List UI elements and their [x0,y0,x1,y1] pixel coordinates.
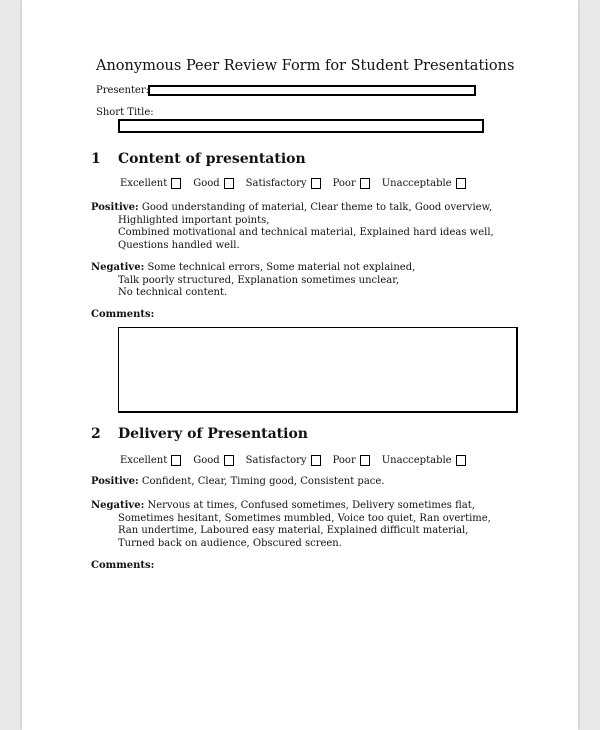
rating-label-satisfactory: Satisfactory [245,178,307,189]
section-1-number: 1 [91,151,101,167]
checkbox-good[interactable] [224,178,234,189]
positive-line: Questions handled well. [118,239,240,251]
checkbox-excellent[interactable] [171,455,181,466]
section-2-title: Delivery of Presentation [118,426,308,442]
rating-option-satisfactory [246,178,333,189]
section-1-negative [91,262,415,300]
document-page [22,0,578,730]
negative-label: Negative: [91,500,145,511]
short-title-label: Short Title: [96,107,154,118]
section-1-comments-label: Comments: [91,309,155,320]
rating-option-satisfactory [246,455,333,466]
checkbox-satisfactory[interactable] [311,455,321,466]
rating-option-good [193,178,245,189]
rating-label-unacceptable: Unacceptable [381,178,452,189]
rating-label-good: Good [193,178,220,189]
rating-option-poor [333,455,382,466]
negative-line: No technical content. [118,287,228,299]
section-2-positive [91,476,385,489]
rating-option-unacceptable [382,455,478,466]
negative-line: Talk poorly structured, Explanation sometimes unclear, [118,274,400,286]
rating-option-good [193,455,245,466]
rating-label-satisfactory: Satisfactory [245,455,307,466]
positive-line: Combined motivational and technical material, Explained hard ideas well, [118,227,494,239]
section-2-comments-label: Comments: [91,560,155,571]
rating-label-good: Good [193,455,220,466]
checkbox-good[interactable] [224,455,234,466]
presenter-field[interactable] [148,85,476,96]
section-2-rating-row [120,455,478,466]
positive-label: Positive: [91,476,139,487]
short-title-field[interactable] [118,119,484,133]
checkbox-excellent[interactable] [171,178,181,189]
positive-line: Highlighted important points, [118,214,270,226]
rating-option-poor [333,178,382,189]
negative-line: Sometimes hesitant, Sometimes mumbled, Voice too quiet, Ran overtime, [118,512,491,524]
negative-line: Nervous at times, Confused sometimes, Delivery sometimes flat, [147,500,475,511]
negative-label: Negative: [91,262,145,273]
section-1-rating-row [120,178,478,189]
positive-line: Good understanding of material, Clear theme to talk, Good overview, [141,202,493,213]
section-1-positive [91,202,494,252]
rating-label-excellent: Excellent [120,455,168,466]
section-2-negative [91,500,491,550]
rating-label-unacceptable: Unacceptable [381,455,452,466]
positive-line: Confident, Clear, Timing good, Consistent pace. [141,476,385,487]
checkbox-poor[interactable] [360,178,370,189]
section-2-number: 2 [91,426,101,442]
checkbox-poor[interactable] [360,455,370,466]
rating-option-excellent [120,178,193,189]
negative-line: Some technical errors, Some material not explained, [147,262,416,273]
presenter-label: Presenter: [96,85,150,96]
positive-label: Positive: [91,202,139,213]
rating-label-excellent: Excellent [120,178,168,189]
negative-line: Ran undertime, Laboured easy material, Explained difficult material, [118,525,469,537]
section-1-title: Content of presentation [118,151,306,167]
rating-label-poor: Poor [332,455,356,466]
rating-label-poor: Poor [332,178,356,189]
checkbox-unacceptable[interactable] [456,455,466,466]
rating-option-excellent [120,455,193,466]
form-title: Anonymous Peer Review Form for Student Presentations [96,58,515,74]
rating-option-unacceptable [382,178,478,189]
checkbox-satisfactory[interactable] [311,178,321,189]
section-1-comments-box[interactable] [118,327,518,413]
negative-line: Turned back on audience, Obscured screen. [118,537,342,549]
checkbox-unacceptable[interactable] [456,178,466,189]
